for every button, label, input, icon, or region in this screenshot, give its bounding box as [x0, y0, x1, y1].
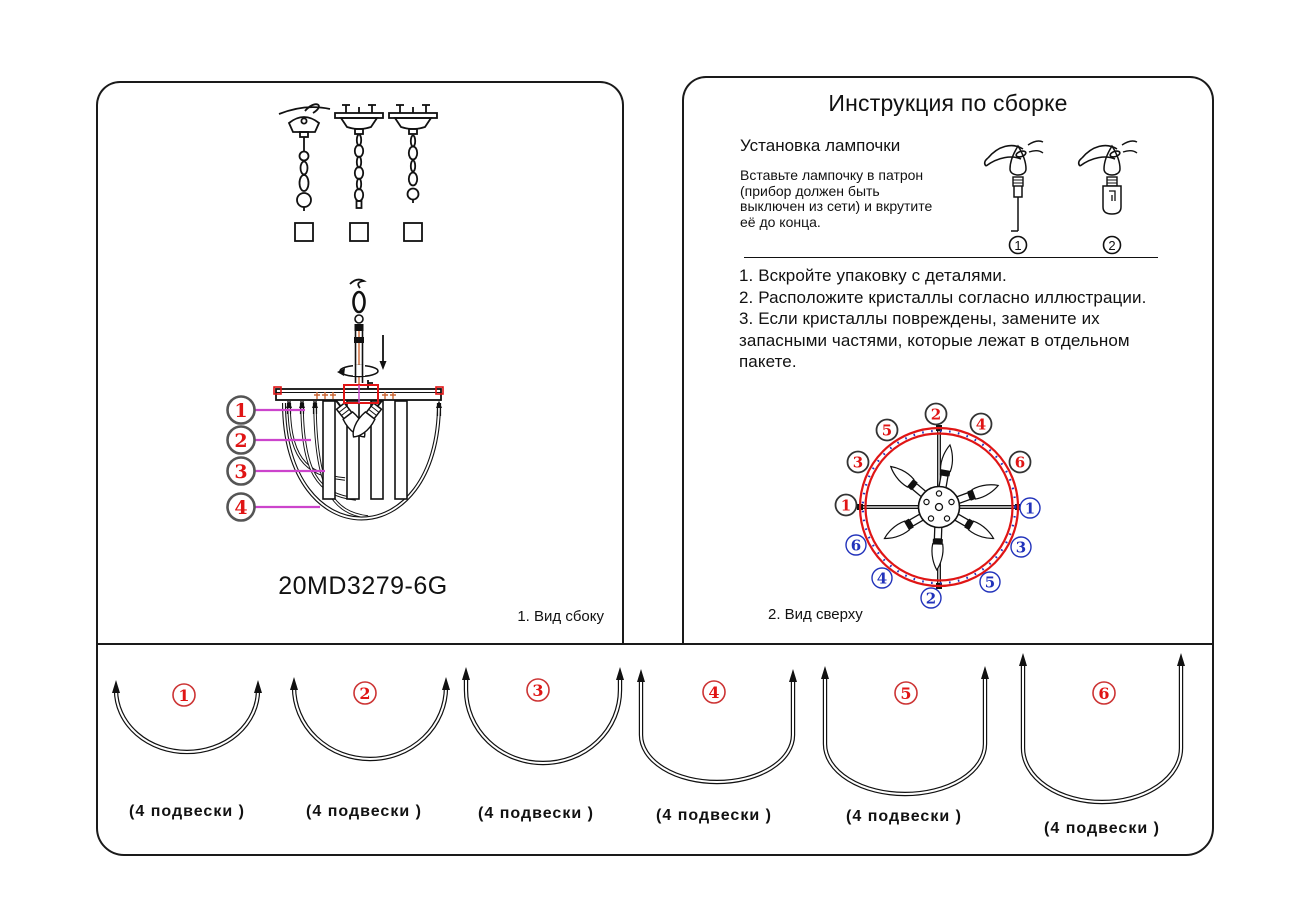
pendant-arc-4	[637, 669, 797, 824]
pendant-count-label: (4 подвески )	[129, 803, 245, 820]
push-down-arrow	[380, 335, 387, 370]
svg-text:2: 2	[930, 405, 942, 424]
side-view-panel	[96, 81, 624, 645]
pendant-rows-panel	[96, 643, 1214, 856]
mount-option-2	[335, 105, 383, 241]
bulb-section-heading: Установка лампочки	[740, 136, 901, 155]
pendant-count-label: (4 подвески )	[1044, 820, 1160, 837]
svg-text:6: 6	[850, 536, 862, 555]
svg-text:5: 5	[900, 684, 912, 703]
svg-text:2: 2	[925, 589, 937, 608]
svg-text:5: 5	[881, 421, 893, 440]
body-line: её до конца.	[740, 213, 821, 230]
step-line: 1. Вскройте упаковку с деталями.	[739, 266, 1007, 285]
twist-arrows	[1122, 141, 1137, 153]
pendant-count-label: (4 подвески )	[306, 803, 422, 820]
body-line: выключен из сети) и вкрутите	[740, 198, 933, 215]
step-line: пакете.	[739, 352, 797, 371]
pendant-arc-3	[462, 667, 624, 822]
svg-text:1: 1	[840, 496, 852, 515]
assembly-steps	[739, 265, 1146, 373]
model-number: 20MD3279-6G	[278, 572, 448, 600]
twist-arrows	[1028, 141, 1043, 153]
chandelier-side-view-drawing	[98, 83, 622, 643]
callout-4: 4	[234, 497, 248, 519]
svg-text:2: 2	[359, 684, 371, 703]
bulb-install-figures	[972, 134, 1182, 260]
body-line: Вставьте лампочку в патрон	[740, 167, 924, 183]
figure-2-label: 2	[1108, 238, 1116, 253]
pendant-count-label: (4 подвески )	[478, 805, 594, 822]
svg-text:6: 6	[1014, 453, 1026, 472]
bulb-install-figure-1	[985, 141, 1043, 254]
instruction-panel	[682, 76, 1214, 645]
pendant-arc-1	[112, 680, 262, 820]
svg-text:1: 1	[178, 686, 190, 705]
callout-3: 3	[234, 461, 248, 483]
svg-text:3: 3	[1015, 538, 1027, 557]
svg-text:4: 4	[975, 415, 987, 434]
top-view-caption: 2. Вид сверху	[768, 606, 863, 623]
svg-text:4: 4	[708, 683, 720, 702]
callout-2: 2	[234, 430, 248, 452]
center-hub	[919, 487, 960, 528]
body-line: (прибор должен быть	[740, 182, 880, 199]
bulb-install-figure-2	[1079, 141, 1137, 254]
callout-1: 1	[234, 400, 248, 422]
mount-option-3	[389, 105, 437, 241]
page-title: Инструкция по сборке	[828, 90, 1068, 116]
pendant-rows-drawing	[98, 645, 1208, 850]
pendant-arc-2	[290, 677, 450, 820]
pendant-arc-6	[1019, 653, 1185, 837]
svg-text:4: 4	[876, 569, 888, 588]
section-divider	[744, 257, 1158, 258]
step-line: 3. Если кристаллы повреждены, замените их	[739, 309, 1100, 328]
svg-text:6: 6	[1098, 684, 1110, 703]
side-view-caption: 1. Вид сбоку	[517, 608, 604, 625]
step-line: 2. Расположите кристаллы согласно иллюстрации.	[739, 287, 1147, 307]
part-callouts	[228, 397, 326, 521]
figure-1-label: 1	[1014, 238, 1022, 253]
bulb-section-body	[740, 168, 932, 230]
pendant-count-label: (4 подвески )	[846, 808, 962, 825]
svg-text:5: 5	[984, 573, 996, 592]
pendant-arc-5	[821, 666, 989, 825]
pendant-count-label: (4 подвески )	[656, 807, 772, 824]
svg-text:3: 3	[852, 453, 864, 472]
svg-text:3: 3	[532, 681, 544, 700]
top-view-diagram	[832, 400, 1046, 614]
mount-option-1	[279, 104, 330, 241]
suspension-rod	[337, 280, 387, 401]
step-line: запасными частями, которые лежат в отдельном	[739, 330, 1130, 350]
svg-text:1: 1	[1024, 499, 1036, 518]
